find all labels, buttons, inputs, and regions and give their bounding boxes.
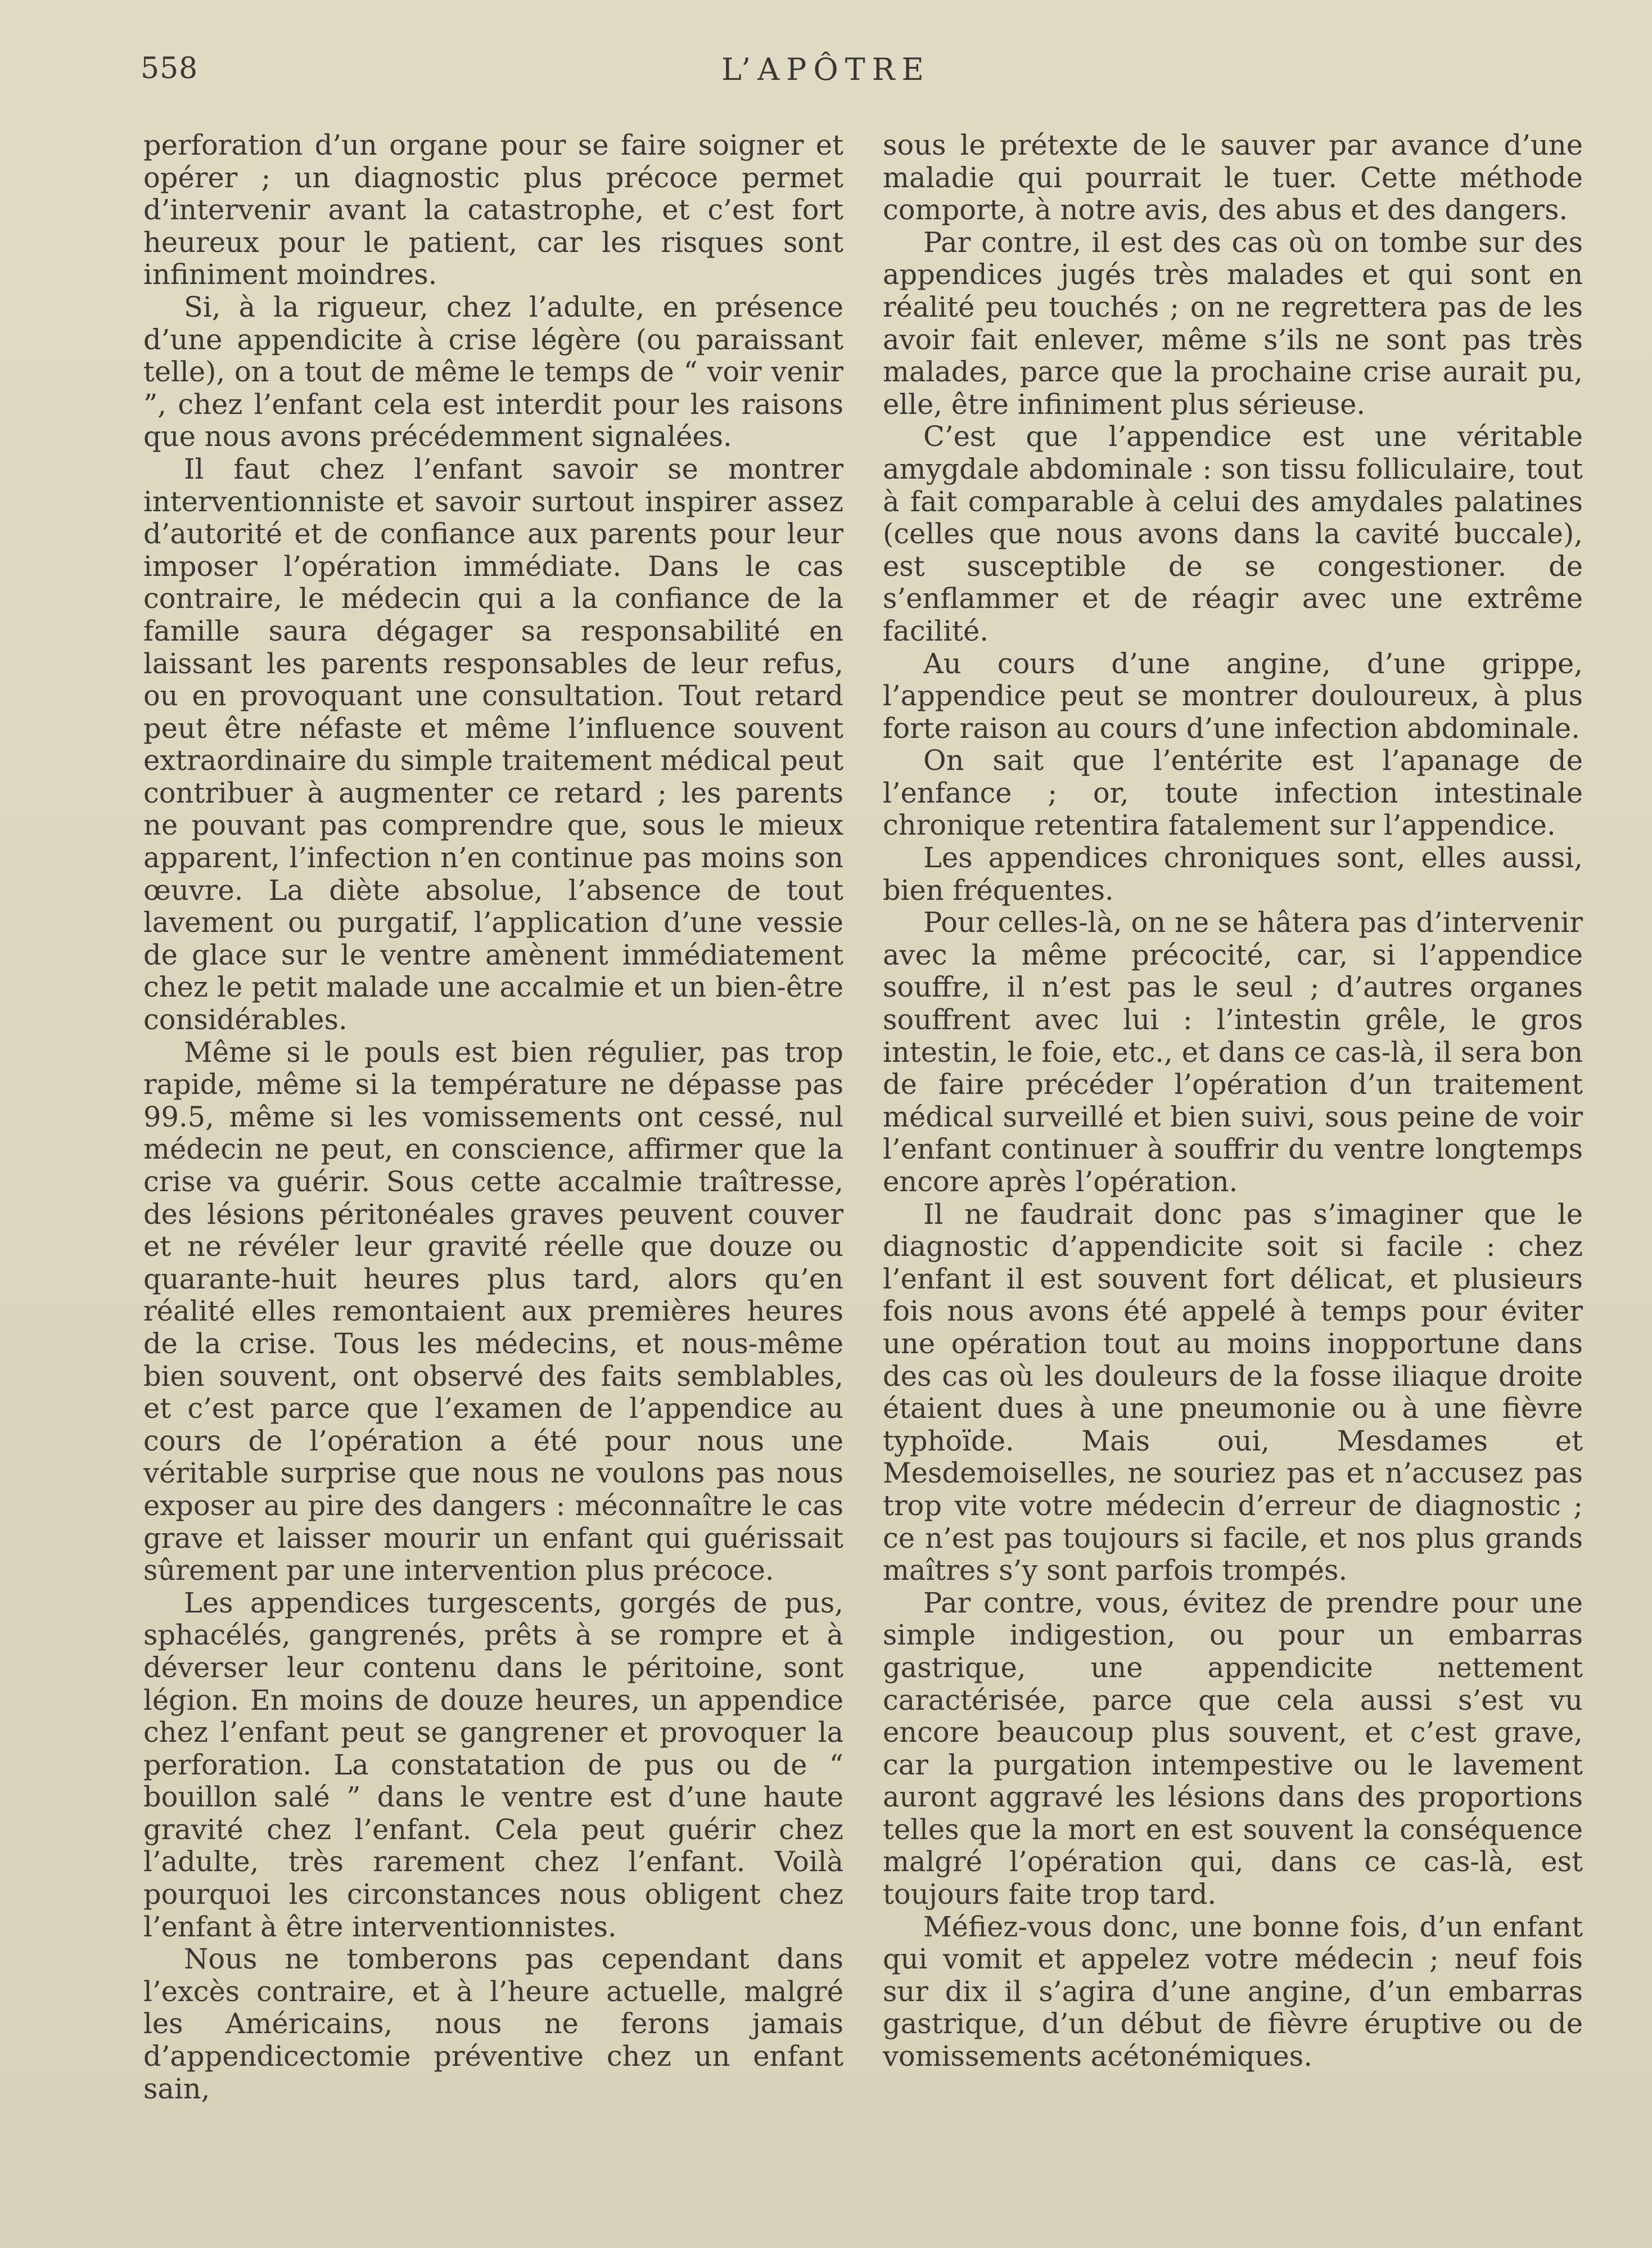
paragraph: C’est que l’appendice est une véritable amygdale abdominale : son tissu folliculaire, tout à fait comparable à celui des amydales palatines (celles que nous avons dans la cavité buccale), est susceptible de se congestioner. de s’enflammer et de réagir avec une extrême facilité.	[883, 420, 1583, 647]
running-title: L’APÔTRE	[721, 52, 931, 87]
paragraph: Par contre, vous, évitez de prendre pour une simple indigestion, ou pour un embarras gastrique, une appendicite nettement caractérisée, parce que cela aussi s’est vu encore beaucoup plus souvent, et c’est grave, car la purgation intempestive ou le lavement auront aggravé les lésions dans des proportions telles que la mort en est souvent la conséquence malgré l’opération qui, dans ce cas-là, est toujours faite trop tard.	[883, 1586, 1583, 1911]
right-column	[883, 129, 1583, 2073]
paragraph: Les appendices turgescents, gorgés de pus, sphacélés, gangrenés, prêts à se rompre et à déverser leur contenu dans le péritoine, sont légion. En moins de douze heures, un appendice chez l’enfant peut se gangrener et provoquer la perforation. La constatation de pus ou de “ bouillon salé ” dans le ventre est d’une haute gravité chez l’enfant. Cela peut guérir chez l’adulte, très rarement chez l’enfant. Voilà pourquoi les circonstances nous obligent chez l’enfant à être interventionnistes.	[143, 1586, 843, 1943]
paragraph: Nous ne tomberons pas cependant dans l’excès contraire, et à l’heure actuelle, malgré les Américains, nous ne ferons jamais d’appendicectomie préventive chez un enfant sain,	[143, 1943, 843, 2105]
paragraph: Méfiez-vous donc, une bonne fois, d’un enfant qui vomit et appelez votre médecin ; neuf fois sur dix il s’agira d’une angine, d’un embarras gastrique, d’un début de fièvre éruptive ou de vomissements acétonémiques.	[883, 1910, 1583, 2073]
paragraph: Par contre, il est des cas où on tombe sur des appendices jugés très malades et qui sont en réalité peu touchés ; on ne regrettera pas de les avoir fait enlever, même s’ils ne sont pas très malades, parce que la prochaine crise aurait pu, elle, être infiniment plus sérieuse.	[883, 226, 1583, 421]
paragraph: Même si le pouls est bien régulier, pas trop rapide, même si la température ne dépasse pas 99.5, même si les vomissements ont cessé, nul médecin ne peut, en conscience, affirmer que la crise va guérir. Sous cette accalmie traîtresse, des lésions péritonéales graves peuvent couver et ne révéler leur gravité réelle que douze ou quarante-huit heures plus tard, alors qu’en réalité elles remontaient aux premières heures de la crise. Tous les médecins, et nous-même bien souvent, ont observé des faits semblables, et c’est parce que l’examen de l’appendice au cours de l’opération a été pour nous une véritable surprise que nous ne voulons pas nous exposer au pire des dangers : méconnaître le cas grave et laisser mourir un enfant qui guérissait sûrement par une intervention plus précoce.	[143, 1035, 843, 1587]
running-head	[141, 52, 1511, 97]
paragraph: Les appendices chroniques sont, elles aussi, bien fréquentes.	[883, 841, 1583, 907]
paragraph: Il faut chez l’enfant savoir se montrer interventionniste et savoir surtout inspirer assez d’autorité et de confiance aux parents pour leur imposer l’opération immédiate. Dans le cas contraire, le médecin qui a la confiance de la famille saura dégager sa responsabilité en laissant les parents responsables de leur refus, ou en provoquant une consultation. Tout retard peut être néfaste et même l’influence souvent extraordinaire du simple traitement médical peut contribuer à augmenter ce retard ; les parents ne pouvant pas comprendre que, sous le mieux apparent, l’infection n’en continue pas moins son œuvre. La diète absolue, l’absence de tout lavement ou purgatif, l’application d’une vessie de glace sur le ventre amènent immédiatement chez le petit malade une accalmie et un bien-être considérables.	[143, 452, 843, 1037]
paragraph: Il ne faudrait donc pas s’imaginer que le diagnostic d’appendicite soit si facile : chez l’enfant il est souvent fort délicat, et plusieurs fois nous avons été appelé à temps pour éviter une opération tout au moins inopportune dans des cas où les douleurs de la fosse iliaque droite étaient dues à une pneumonie ou à une fièvre typhoïde. Mais oui, Mesdames et Mesdemoiselles, ne souriez pas et n’accusez pas trop vite votre médecin d’erreur de diagnostic ; ce n’est pas toujours si facile, et nos plus grands maîtres s’y sont parfois trompés.	[883, 1197, 1583, 1587]
left-column	[143, 129, 843, 2105]
paragraph: Au cours d’une angine, d’une grippe, l’appendice peut se montrer douloureux, à plus forte raison au cours d’une infection abdominale.	[883, 647, 1583, 745]
paragraph: perforation d’un organe pour se faire soigner et opérer ; un diagnostic plus précoce permet d’intervenir avant la catastrophe, et c’est fort heureux pour le patient, car les risques sont infiniment moindres.	[143, 129, 843, 291]
paragraph: On sait que l’entérite est l’apanage de l’enfance ; or, toute infection intestinale chronique retentira fatalement sur l’appendice.	[883, 744, 1583, 842]
paragraph: sous le prétexte de le sauver par avance d’une maladie qui pourrait le tuer. Cette méthode comporte, à notre avis, des abus et des dangers.	[883, 129, 1583, 227]
page-number: 558	[141, 52, 198, 85]
paragraph: Pour celles-là, on ne se hâtera pas d’intervenir avec la même précocité, car, si l’appendice souffre, il n’est pas le seul ; d’autres organes souffrent avec lui : l’intestin grêle, le gros intestin, le foie, etc., et dans ce cas-là, il sera bon de faire précéder l’opération d’un traitement médical surveillé et bien suivi, sous peine de voir l’enfant continuer à souffrir du ventre longtemps encore après l’opération.	[883, 906, 1583, 1198]
paragraph: Si, à la rigueur, chez l’adulte, en présence d’une appendicite à crise légère (ou paraissant telle), on a tout de même le temps de “ voir venir ”, chez l’enfant cela est interdit pour les raisons que nous avons précédemment signalées.	[143, 290, 843, 453]
